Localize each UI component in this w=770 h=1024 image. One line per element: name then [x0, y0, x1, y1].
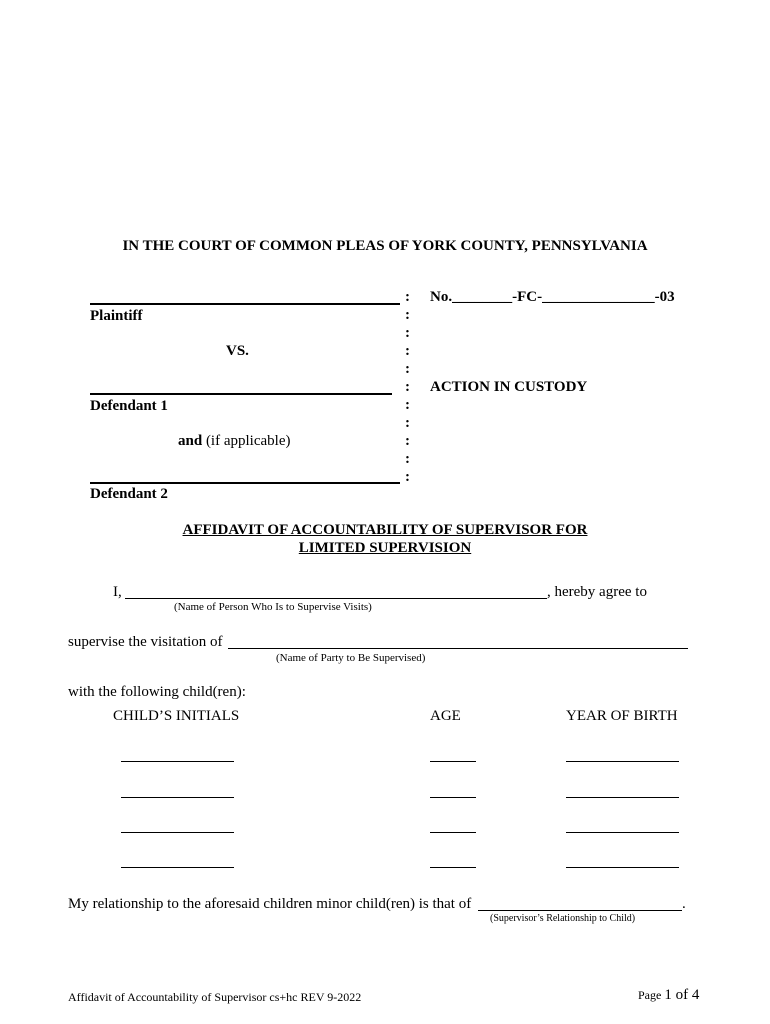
supervisor-name-field[interactable]	[125, 598, 547, 599]
caption-colon: :	[405, 379, 410, 395]
header-childs-initials: CHILD’S INITIALS	[113, 708, 240, 724]
page-number	[638, 987, 699, 1004]
child-year-field[interactable]	[566, 832, 679, 833]
child-year-field[interactable]	[566, 867, 679, 868]
caption-colon: :	[405, 415, 410, 431]
children-intro: with the following child(ren):	[68, 684, 246, 700]
supervise-prefix: supervise the visitation of	[68, 634, 223, 650]
case-number[interactable]: No.________-FC-_______________-03	[430, 289, 675, 305]
child-initials-field[interactable]	[121, 832, 234, 833]
relationship-period: .	[682, 896, 686, 912]
supervisor-caption: (Name of Person Who Is to Supervise Visits)	[174, 601, 372, 613]
caption-colon: :	[405, 289, 410, 305]
and-if-applicable	[178, 433, 290, 450]
caption-colon: :	[405, 343, 410, 359]
caption-colon: :	[405, 361, 410, 377]
child-initials-field[interactable]	[121, 867, 234, 868]
caption-colon: :	[405, 325, 410, 341]
caption-colon: :	[405, 307, 410, 323]
child-age-field[interactable]	[430, 797, 476, 798]
and-word: and	[178, 433, 203, 449]
action-in-custody: ACTION IN CUSTODY	[430, 379, 588, 395]
child-age-field[interactable]	[430, 832, 476, 833]
child-initials-field[interactable]	[121, 797, 234, 798]
child-initials-field[interactable]	[121, 761, 234, 762]
i-prefix: I,	[113, 584, 122, 600]
affidavit-title-line2: LIMITED SUPERVISION	[298, 540, 472, 556]
defendant2-label: Defendant 2	[90, 486, 168, 502]
vs-label: VS.	[226, 343, 249, 359]
party-caption: (Name of Party to Be Supervised)	[276, 652, 426, 664]
child-age-field[interactable]	[430, 761, 476, 762]
relationship-text: My relationship to the aforesaid children minor child(ren) is that of	[68, 896, 472, 912]
caption-colon: :	[405, 397, 410, 413]
relationship-caption: (Supervisor’s Relationship to Child)	[490, 913, 636, 924]
child-year-field[interactable]	[566, 797, 679, 798]
defendant1-label: Defendant 1	[90, 398, 168, 414]
plaintiff-name-line[interactable]	[90, 303, 400, 305]
page-count: 1 of 4	[664, 987, 700, 1003]
defendant1-name-line[interactable]	[90, 393, 392, 395]
header-year-of-birth: YEAR OF BIRTH	[566, 708, 678, 724]
agree-suffix: , hereby agree to	[547, 584, 647, 600]
defendant2-name-line[interactable]	[90, 482, 400, 484]
plaintiff-label: Plaintiff	[90, 308, 143, 324]
page-prefix: Page	[638, 988, 665, 1002]
if-applicable-text: (if applicable)	[202, 433, 291, 449]
supervised-party-field[interactable]	[228, 648, 688, 649]
court-title: IN THE COURT OF COMMON PLEAS OF YORK COUNTY, PENNSYLVANIA	[122, 238, 648, 254]
footer-form-id: Affidavit of Accountability of Supervisor cs+hc REV 9-2022	[68, 990, 362, 1004]
caption-colon: :	[405, 469, 410, 485]
child-year-field[interactable]	[566, 761, 679, 762]
affidavit-title-line1: AFFIDAVIT OF ACCOUNTABILITY OF SUPERVISOR FOR	[182, 522, 588, 538]
header-age: AGE	[430, 708, 461, 724]
relationship-field[interactable]	[478, 910, 682, 911]
child-age-field[interactable]	[430, 867, 476, 868]
caption-colon: :	[405, 433, 410, 449]
caption-colon: :	[405, 451, 410, 467]
